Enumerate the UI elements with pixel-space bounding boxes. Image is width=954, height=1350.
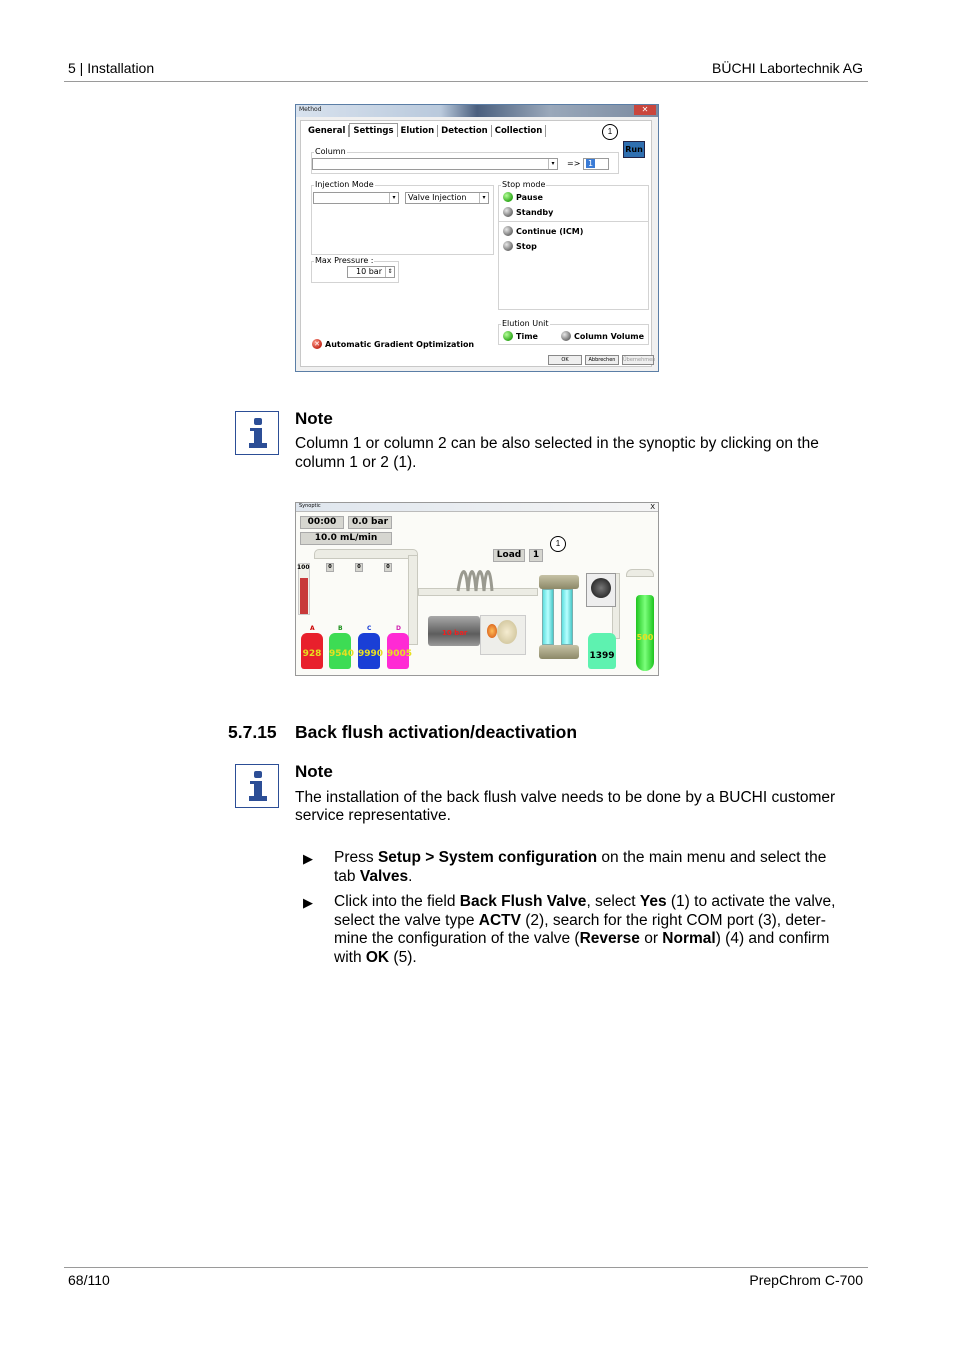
close-icon[interactable]: ✕ bbox=[634, 105, 656, 115]
radio-pause[interactable] bbox=[503, 192, 543, 202]
level-zero: 0 bbox=[355, 563, 363, 572]
waste-value: 1399 bbox=[589, 651, 615, 661]
header-rule bbox=[64, 81, 868, 82]
ok-button[interactable]: OK bbox=[548, 355, 582, 365]
radio-selected-icon bbox=[503, 192, 513, 202]
injection-type-select[interactable] bbox=[313, 192, 399, 204]
cancel-button[interactable]: Abbrechen bbox=[585, 355, 619, 365]
synoptic-screenshot bbox=[295, 502, 659, 676]
radio-continue-label: Continue (ICM) bbox=[516, 226, 584, 236]
synoptic-time: 00:00 bbox=[300, 516, 344, 529]
radio-pause-label: Pause bbox=[516, 192, 543, 202]
info-icon bbox=[235, 764, 279, 808]
bottle-letter: A bbox=[310, 625, 315, 632]
column-top-caps bbox=[539, 575, 579, 589]
note-title: Note bbox=[295, 409, 333, 428]
bottle-b-value: 9540 bbox=[329, 649, 355, 659]
column-label: Column bbox=[315, 147, 346, 156]
bullet-arrow-icon: ▶ bbox=[303, 851, 313, 866]
radio-column-volume[interactable] bbox=[561, 331, 644, 341]
radio-stop[interactable] bbox=[503, 241, 537, 251]
load-value[interactable]: 1 bbox=[529, 549, 543, 562]
note-title: Note bbox=[295, 762, 333, 781]
column-2[interactable] bbox=[561, 589, 573, 645]
detector-icon[interactable] bbox=[586, 573, 616, 607]
tab-elution[interactable]: Elution bbox=[398, 125, 439, 137]
load-label: Load bbox=[493, 549, 525, 562]
section-title: Back flush activation/deactivation bbox=[295, 722, 578, 742]
injection-valve[interactable] bbox=[480, 615, 526, 655]
section-number: 5.7.15 bbox=[228, 722, 277, 742]
radio-time-label: Time bbox=[516, 331, 538, 341]
tubing bbox=[408, 555, 418, 645]
radio-icon bbox=[503, 207, 513, 217]
bottle-c-value: 9990 bbox=[358, 649, 384, 659]
footer-rule bbox=[64, 1267, 868, 1268]
bottle-a-value: 928 bbox=[302, 649, 322, 659]
bottle-letter: B bbox=[338, 625, 343, 632]
pump-pressure: 10 bar bbox=[442, 629, 468, 637]
elution-unit-label: Elution Unit bbox=[502, 319, 549, 328]
max-pressure-value: 10 bar bbox=[356, 267, 382, 276]
run-button[interactable]: Run bbox=[623, 141, 645, 158]
note-line: column 1 or 2 (1). bbox=[295, 454, 417, 471]
radio-icon bbox=[561, 331, 571, 341]
step-2: Click into the field Back Flush Valve, select Yes (1) to activate the valve, select the valve type ACTV (2), search for the right COM port (3), deter- mine the configuration of the valve (Reverse or Normal) (4) and confirm with OK (5). bbox=[334, 893, 836, 966]
radio-standby-label: Standby bbox=[516, 207, 554, 217]
mixer-coil-icon bbox=[456, 563, 500, 597]
tab-detection[interactable]: Detection bbox=[438, 125, 492, 137]
level-zero: 0 bbox=[326, 563, 334, 572]
dialog-tabs bbox=[305, 125, 546, 137]
column-number-stepper[interactable] bbox=[583, 158, 609, 170]
waste-bottle[interactable] bbox=[588, 633, 616, 669]
tab-collection[interactable]: Collection bbox=[492, 125, 547, 137]
page-number: 68/110 bbox=[68, 1272, 110, 1288]
note-line: Column 1 or column 2 can be also selected in the synoptic by clicking on the bbox=[295, 435, 819, 452]
divider bbox=[499, 221, 648, 222]
radio-icon bbox=[503, 226, 513, 236]
radio-time[interactable] bbox=[503, 331, 538, 341]
bottle-c[interactable] bbox=[358, 633, 384, 669]
tab-settings[interactable]: Settings bbox=[349, 123, 397, 137]
chevron-down-icon: ▾ bbox=[479, 193, 488, 203]
tubing bbox=[626, 569, 654, 577]
dialog-titlebar bbox=[296, 105, 658, 117]
injection-mode-label: Injection Mode bbox=[315, 180, 374, 189]
max-pressure-stepper[interactable] bbox=[347, 266, 395, 278]
close-icon[interactable]: X bbox=[650, 503, 655, 511]
column-select[interactable] bbox=[312, 158, 558, 170]
synoptic-flow: 10.0 mL/min bbox=[300, 532, 392, 545]
tab-general[interactable]: General bbox=[305, 125, 349, 137]
bottle-d[interactable] bbox=[387, 633, 413, 669]
radio-selected-icon bbox=[503, 331, 513, 341]
radio-icon bbox=[503, 241, 513, 251]
column-bottom-caps bbox=[539, 645, 579, 659]
column-arrow: => bbox=[567, 159, 581, 168]
chevron-down-icon: ▾ bbox=[548, 159, 557, 169]
header-company: BÜCHI Labortechnik AG bbox=[712, 60, 863, 76]
synoptic-pressure: 0.0 bar bbox=[348, 516, 392, 529]
bottle-b[interactable] bbox=[329, 633, 355, 669]
bottle-letter: D bbox=[396, 625, 401, 632]
info-icon bbox=[235, 411, 279, 455]
error-icon: ✕ bbox=[312, 339, 322, 349]
level-zero: 0 bbox=[384, 563, 392, 572]
bullet-arrow-icon: ▶ bbox=[303, 895, 313, 910]
fraction-value: 500 bbox=[636, 633, 654, 642]
gauge-top: 100 bbox=[297, 564, 310, 571]
bottle-a[interactable] bbox=[301, 633, 323, 669]
synoptic-titlebar bbox=[296, 503, 658, 512]
tubing bbox=[314, 549, 418, 559]
product-name: PrepChrom C-700 bbox=[749, 1272, 863, 1288]
apply-button[interactable]: Übernehmen bbox=[623, 357, 656, 363]
stepper-icon: ⇕ bbox=[385, 267, 394, 277]
column-number: 1 bbox=[588, 159, 594, 168]
radio-continue-icm[interactable] bbox=[503, 226, 583, 236]
gauge-fill bbox=[300, 578, 308, 614]
max-pressure-label: Max Pressure : bbox=[315, 256, 374, 265]
dialog-body bbox=[300, 120, 656, 367]
dialog-title: Method bbox=[299, 106, 322, 113]
callout-1: 1 bbox=[550, 536, 566, 552]
column-1[interactable] bbox=[542, 589, 554, 645]
note-line: service representative. bbox=[295, 807, 451, 824]
radio-column-volume-label: Column Volume bbox=[574, 331, 645, 341]
method-dialog-screenshot bbox=[295, 104, 659, 372]
radio-stop-label: Stop bbox=[516, 241, 537, 251]
auto-gradient-label: Automatic Gradient Optimization bbox=[325, 339, 475, 349]
bottle-d-value: 9005 bbox=[387, 649, 413, 659]
synoptic-title: Synoptic bbox=[299, 503, 321, 509]
auto-gradient-toggle[interactable] bbox=[312, 339, 474, 349]
injection-mode-value: Valve Injection bbox=[408, 193, 467, 202]
step-1: Press Setup > System configuration on the main menu and select the tab Valves. bbox=[334, 849, 827, 885]
callout-1: 1 bbox=[602, 124, 618, 140]
chevron-down-icon: ▾ bbox=[389, 193, 398, 203]
header-chapter: 5 | Installation bbox=[68, 60, 155, 76]
bottle-letter: C bbox=[367, 625, 372, 632]
injection-mode-select[interactable] bbox=[405, 192, 489, 204]
note-line: The installation of the back flush valve needs to be done by a BUCHI customer bbox=[295, 789, 836, 806]
radio-standby[interactable] bbox=[503, 207, 553, 217]
fraction-tube[interactable] bbox=[636, 595, 654, 671]
stop-mode-label: Stop mode bbox=[502, 180, 546, 189]
